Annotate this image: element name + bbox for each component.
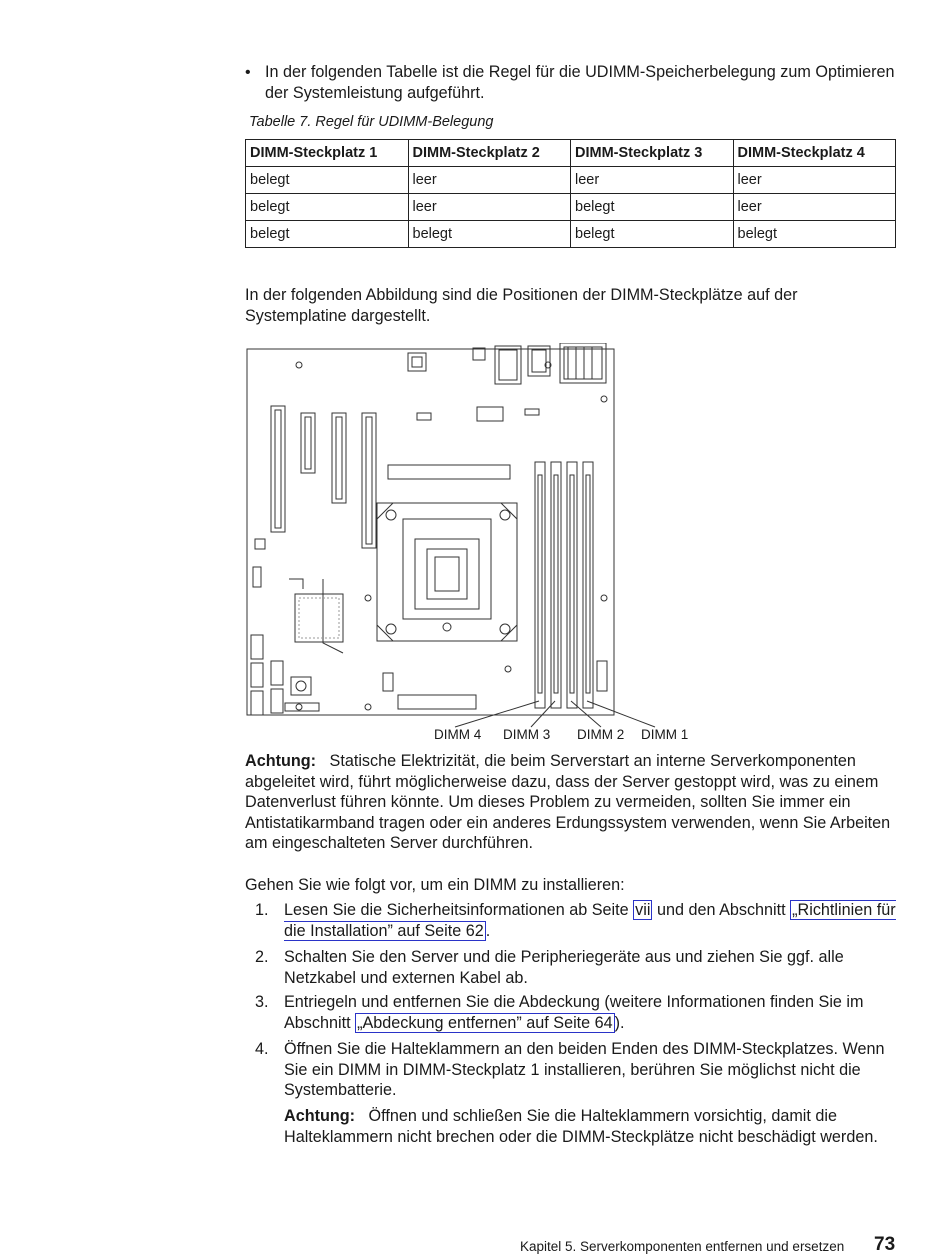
step-4-attention xyxy=(284,1106,896,1147)
bullet-dot: • xyxy=(245,64,251,81)
table-header-cell: DIMM-Steckplatz 1 xyxy=(246,140,409,167)
step-number: 1. xyxy=(255,901,269,919)
step-number: 4. xyxy=(255,1040,269,1058)
table-cell: belegt xyxy=(246,221,409,248)
dimm-4-label: DIMM 4 xyxy=(434,727,482,742)
step-1 xyxy=(284,900,896,941)
attention-label: Achtung: xyxy=(284,1107,356,1125)
table-header-row xyxy=(246,140,896,167)
table-caption: Tabelle 7. Regel für UDIMM-Belegung xyxy=(249,114,494,130)
table-cell: leer xyxy=(733,167,896,194)
table-row xyxy=(246,194,896,221)
step-text: Lesen Sie die Sicherheitsinformationen ab Seite xyxy=(284,901,634,919)
table-cell: belegt xyxy=(246,167,409,194)
step-text: ). xyxy=(614,1013,625,1032)
attention-label: Achtung: xyxy=(245,752,317,770)
table-cell: belegt xyxy=(733,221,896,248)
table-row xyxy=(246,221,896,248)
table-cell: belegt xyxy=(571,221,734,248)
link-remove-cover[interactable]: „Abdeckung entfernen” auf Seite 64 xyxy=(357,1013,613,1032)
step-number: 3. xyxy=(255,993,269,1011)
step-2: Schalten Sie den Server und die Peripheriegeräte aus und ziehen Sie ggf. alle Netzkabel und externen Kabel ab. xyxy=(284,948,844,987)
table-cell: belegt xyxy=(408,221,571,248)
dimm-2-label: DIMM 2 xyxy=(577,727,625,742)
step-3 xyxy=(284,992,896,1033)
dimm-slot-3 xyxy=(551,462,561,708)
bullet-paragraph: In der folgenden Tabelle ist die Regel für die UDIMM-Speicherbelegung zum Optimieren der Systemleistung aufgeführt. xyxy=(265,63,895,102)
attention-notice xyxy=(245,751,895,854)
figure-intro: In der folgenden Abbildung sind die Positionen der DIMM-Steckplätze auf der Systemplatine dargestellt. xyxy=(245,286,798,325)
table-cell: belegt xyxy=(246,194,409,221)
link-page-vii[interactable]: vii xyxy=(635,901,651,919)
step-4: Öffnen Sie die Halteklammern an den beiden Enden des DIMM-Steckplatzes. Wenn Sie ein DIMM in DIMM-Steckplatz 1 installieren, berühren Sie möglichst nicht die Systembatterie. xyxy=(284,1040,885,1099)
step-text: Entriegeln und entfernen Sie die Abdeckung (weitere Informationen finden Sie im Abschnitt xyxy=(284,993,864,1032)
system-board-illustration xyxy=(243,343,703,728)
table-header-cell: DIMM-Steckplatz 4 xyxy=(733,140,896,167)
step-number: 2. xyxy=(255,948,269,966)
table-header-cell: DIMM-Steckplatz 2 xyxy=(408,140,571,167)
table-header-cell: DIMM-Steckplatz 3 xyxy=(571,140,734,167)
table-cell: belegt xyxy=(571,194,734,221)
dimm-slot-1 xyxy=(583,462,593,708)
board-outline xyxy=(247,349,614,715)
steps-intro: Gehen Sie wie folgt vor, um ein DIMM zu installieren: xyxy=(245,876,625,894)
dimm-1-label: DIMM 1 xyxy=(641,727,689,742)
table-cell: leer xyxy=(408,167,571,194)
table-cell: leer xyxy=(733,194,896,221)
attention-text: Statische Elektrizität, die beim Serverstart an interne Serverkomponenten abgeleitet wird, führt möglicherweise dazu, dass der Server gestoppt wird, was zu einem Datenverlust führen könnte. Um dieses Problem zu vermeiden, sollten Sie immer ein Antistatikarmband tragen oder ein anderes Erdungssystem verwenden, wenn Sie Arbeiten am eingeschalteten Server durchführen. xyxy=(245,752,891,852)
step-text: und den Abschnitt xyxy=(652,901,791,919)
attention-text: Öffnen und schließen Sie die Halteklammern vorsichtig, damit die Halteklammern nicht brechen oder die DIMM-Steckplätze nicht beschädigt werden. xyxy=(284,1107,878,1146)
dimm-slot-4 xyxy=(535,462,545,708)
table-row xyxy=(246,167,896,194)
table-cell: leer xyxy=(571,167,734,194)
footer-chapter-title: Kapitel 5. Serverkomponenten entfernen und ersetzen xyxy=(520,1239,845,1254)
dimm-3-label: DIMM 3 xyxy=(503,727,551,742)
dimm-slot-2 xyxy=(567,462,577,708)
udimm-population-table xyxy=(245,139,896,248)
page-number: 73 xyxy=(874,1234,896,1255)
step-text: . xyxy=(485,921,491,940)
link-installation-guidelines[interactable]: „Richtlinien für die Installation” auf Seite 62 xyxy=(284,901,896,940)
table-cell: leer xyxy=(408,194,571,221)
